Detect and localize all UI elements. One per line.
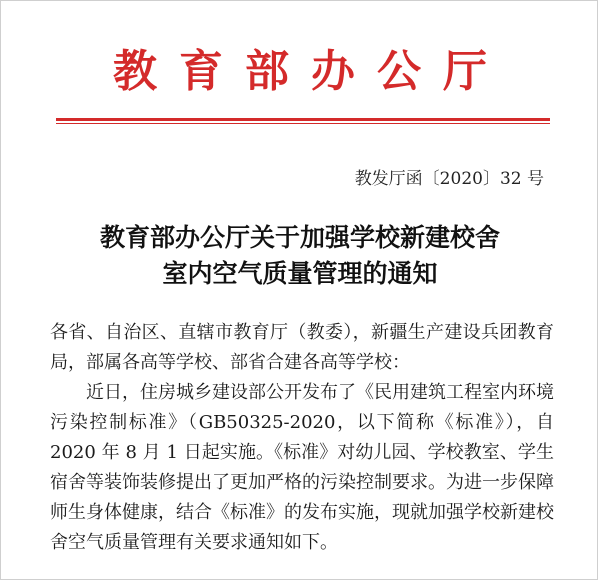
issuing-authority-header: 教育部办公厅 bbox=[113, 46, 509, 97]
document-number: 教发厅函〔2020〕32 号 bbox=[354, 169, 544, 189]
document-title-line-2: 室内空气质量管理的通知 bbox=[162, 259, 438, 288]
document-title bbox=[0, 220, 600, 292]
document-body bbox=[50, 318, 554, 558]
red-header-rule-thin bbox=[56, 123, 550, 124]
red-header-rule-thick bbox=[56, 118, 550, 121]
document-title-line-1: 教育部办公厅关于加强学校新建校舍 bbox=[99, 223, 500, 252]
body-paragraph-1: 近日，住房城乡建设部公开发布了《民用建筑工程室内环境污染控制标准》（GB50325-2020，以下简称《标准》），自 2020 年 8 月 1 日起实施。《标准》对幼儿园、学校教室、学生宿舍等装饰装修提出了更加严格的污染控制要求。为进一步保障师生身体健康，结合《标准》的发布实施，现就加强学校新建校舍空气质量管理有关要求通知如下。 bbox=[50, 382, 554, 553]
salutation: 各省、自治区、直辖市教育厅（教委），新疆生产建设兵团教育局，部属各高等学校、部省合建各高等学校： bbox=[50, 322, 554, 373]
